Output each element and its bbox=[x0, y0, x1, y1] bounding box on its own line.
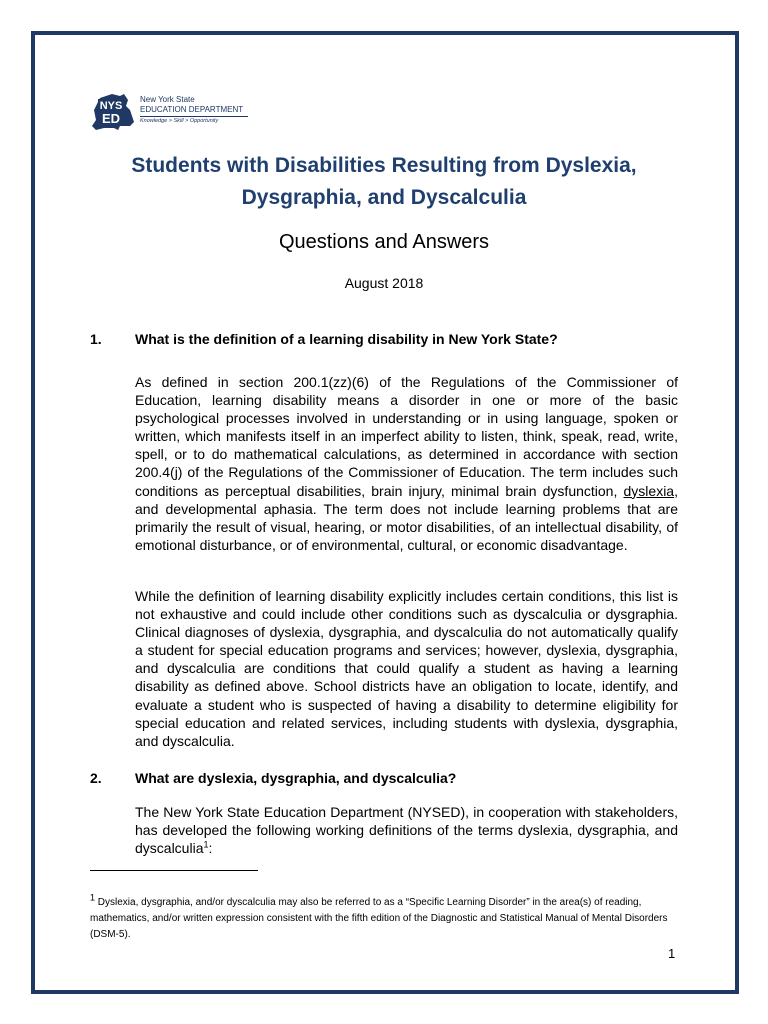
document-title-line2: Dysgraphia, and Dyscalculia bbox=[241, 186, 527, 209]
question-2-heading: What are dyslexia, dysgraphia, and dyscalculia? bbox=[135, 770, 457, 786]
question-1-paragraph-2: While the definition of learning disability explicitly includes certain conditions, this list is not exhaustive and could include other conditions such as dyscalculia or dysgraphia. Clinical diagnoses of dyslexia, dysgraphia, and dyscalculia do not automatically qualify a student for special education programs and services; however, dyslexia, dysgraphia, and dyscalculia are conditions that could qualify a student as having a learning disability as defined above. School districts have an obligation to locate, identify, and evaluate a student who is suspected of having a disability to determine eligibility for special education and related services, including students with dyslexia, dysgraphia, and dyscalculia. bbox=[135, 588, 678, 749]
footnote-text: Dyslexia, dysgraphia, and/or dyscalculia may also be referred to as a “Specific Learning Disorder” in the area(s) of reading, mathematics, and/or written expression consistent with the fifth edition of the Diagnostic and Statistical Manual of Mental Disorders (DSM-5). bbox=[90, 897, 668, 940]
question-2-paragraph-1 bbox=[135, 803, 678, 857]
nysed-state-shape-icon bbox=[90, 92, 136, 132]
logo-line-department: EDUCATION DEPARTMENT bbox=[140, 106, 248, 117]
logo-mark-top: NYS bbox=[99, 100, 123, 112]
logo-mark-bottom: ED bbox=[101, 111, 121, 126]
q1-para1-text-after: , and developmental aphasia. The term does not include learning problems that are primarily the result of visual, hearing, or motor disabilities, of an intellectual disability, of emotional disturbance, or of environmental, cultural, or economic disadvantage. bbox=[135, 482, 678, 553]
question-1-number: 1. bbox=[90, 331, 102, 347]
q1-para1-text-before: As defined in section 200.1(zz)(6) of the Regulations of the Commissioner of Education, learning disability means a disorder in one or more of the basic psychological processes involved in understanding or in using language, spoken or written, which manifests itself in an imperfect ability to listen, think, speak, read, write, spell, or to do mathematical calculations, as determined in accordance with section 200.4(j) of the Regulations of the Commissioner of Education. The term includes such conditions as perceptual disabilities, brain injury, minimal brain dysfunction, bbox=[135, 374, 678, 499]
page-number: 1 bbox=[668, 946, 676, 961]
footnote-1 bbox=[90, 892, 680, 943]
document-title-line1: Students with Disabilities Resulting from Dyslexia, bbox=[131, 154, 637, 177]
document-title bbox=[40, 150, 728, 214]
question-1-heading: What is the definition of a learning disability in New York State? bbox=[135, 331, 558, 347]
nysed-logo bbox=[90, 92, 250, 134]
q2-para1-text: The New York State Education Department (NYSED), in cooperation with stakeholders, has developed the following working definitions of the terms dyslexia, dysgraphia, and dyscalculia bbox=[135, 804, 678, 857]
footnote-separator bbox=[90, 870, 258, 871]
question-2-number: 2. bbox=[90, 770, 102, 786]
logo-tagline: Knowledge > Skill > Opportunity bbox=[140, 118, 219, 124]
document-date: August 2018 bbox=[344, 275, 424, 291]
logo-text bbox=[140, 96, 248, 125]
question-1-paragraph-1 bbox=[135, 373, 678, 554]
logo-line-state: New York State bbox=[140, 95, 195, 104]
q2-para1-end: : bbox=[208, 840, 213, 857]
dyslexia-link[interactable]: dyslexia bbox=[623, 482, 675, 499]
footnote-marker: 1 bbox=[90, 892, 96, 903]
document-subtitle: Questions and Answers bbox=[278, 231, 490, 253]
footnote-reference-1[interactable]: 1 bbox=[203, 839, 209, 850]
